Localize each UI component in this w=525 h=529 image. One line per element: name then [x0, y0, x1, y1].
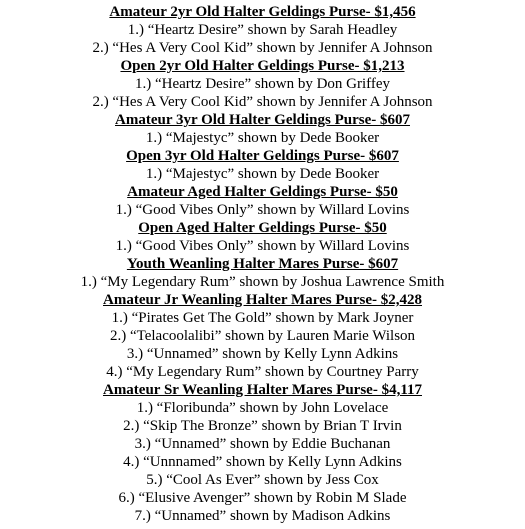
placing-entry: 7.) “Unnamed” shown by Madison Adkins — [134, 508, 391, 524]
class-block — [0, 3, 525, 57]
placing-entry: 1.) “Good Vibes Only” shown by Willard Lovins — [115, 238, 410, 254]
class-heading: Open 2yr Old Halter Geldings Purse- $1,213 — [120, 58, 405, 74]
placing-entry: 2.) “Skip The Bronze” shown by Brian T Irvin — [123, 418, 402, 434]
placing-entry: 6.) “Elusive Avenger” shown by Robin M Slade — [118, 490, 407, 506]
class-heading: Youth Weanling Halter Mares Purse- $607 — [126, 256, 399, 272]
placing-entry: 1.) “Good Vibes Only” shown by Willard Lovins — [115, 202, 410, 218]
placing-entry: 1.) “Pirates Get The Gold” shown by Mark Joyner — [111, 310, 414, 326]
placing-entry: 1.) “Majestyc” shown by Dede Booker — [145, 130, 380, 146]
class-heading: Amateur 2yr Old Halter Geldings Purse- $1,456 — [109, 4, 416, 20]
placing-entry: 2.) “Hes A Very Cool Kid” shown by Jennifer A Johnson — [92, 94, 433, 110]
placing-entry: 4.) “Unnnamed” shown by Kelly Lynn Adkins — [123, 454, 402, 470]
class-heading: Amateur Sr Weanling Halter Mares Purse- $4,117 — [102, 382, 422, 398]
class-block — [0, 57, 525, 111]
placing-entry: 2.) “Hes A Very Cool Kid” shown by Jennifer A Johnson — [92, 40, 433, 56]
class-heading: Open 3yr Old Halter Geldings Purse- $607 — [126, 148, 399, 164]
placing-entry: 1.) “Majestyc” shown by Dede Booker — [145, 166, 380, 182]
class-block — [0, 255, 525, 291]
class-block — [0, 381, 525, 525]
class-heading: Amateur 3yr Old Halter Geldings Purse- $607 — [115, 112, 410, 128]
placing-entry: 1.) “Floribunda” shown by John Lovelace — [136, 400, 389, 416]
class-block — [0, 291, 525, 381]
placing-entry: 1.) “Heartz Desire” shown by Don Griffey — [134, 76, 391, 92]
placing-entry: 1.) “Heartz Desire” shown by Sarah Headley — [127, 22, 398, 38]
placing-entry: 3.) “Unnamed” shown by Eddie Buchanan — [134, 436, 391, 452]
placing-entry: 2.) “Telacoolalibi” shown by Lauren Marie Wilson — [109, 328, 416, 344]
placing-entry: 5.) “Cool As Ever” shown by Jess Cox — [146, 472, 379, 488]
placing-entry: 4.) “My Legendary Rum” shown by Courtney Parry — [106, 364, 419, 380]
class-heading: Open Aged Halter Geldings Purse- $50 — [138, 220, 387, 236]
class-block — [0, 147, 525, 183]
placing-entry: 1.) “My Legendary Rum” shown by Joshua Lawrence Smith — [80, 274, 445, 290]
class-block — [0, 219, 525, 255]
class-block — [0, 183, 525, 219]
class-block — [0, 111, 525, 147]
class-heading: Amateur Aged Halter Geldings Purse- $50 — [127, 184, 398, 200]
placing-entry: 3.) “Unnamed” shown by Kelly Lynn Adkins — [126, 346, 399, 362]
class-heading: Amateur Jr Weanling Halter Mares Purse- $2,428 — [103, 292, 422, 308]
